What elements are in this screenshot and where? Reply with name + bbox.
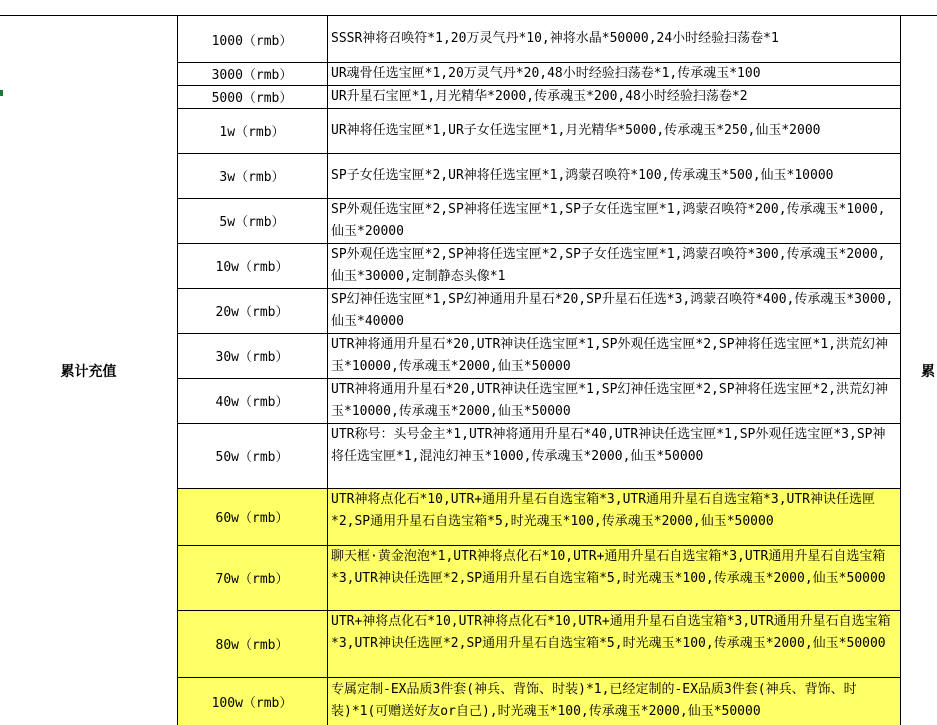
reward-cell[interactable] (328, 153, 900, 198)
reward-text: UR神将任选宝匣*1,UR子女任选宝匣*1,月光精华*5000,传承魂玉*250,仙玉*2000 (331, 122, 821, 138)
amount-cell[interactable]: 20w（rmb） (215, 305, 289, 320)
right-category-label: 累 (921, 363, 935, 380)
table-row (177, 378, 901, 423)
reward-cell[interactable] (328, 423, 900, 488)
table-row (177, 677, 901, 725)
amount-cell[interactable]: 70w（rmb） (215, 572, 289, 587)
reward-cell[interactable] (328, 677, 900, 725)
table-row (177, 610, 901, 677)
amount-cell[interactable]: 40w（rmb） (215, 395, 289, 410)
right-category-cell[interactable] (901, 16, 937, 725)
reward-text: SP外观任选宝匣*2,SP神将任选宝匣*1,SP子女任选宝匣*1,鸿蒙召唤符*200,传承魂玉*1000,仙玉*20000 (331, 201, 886, 239)
amount-cell[interactable]: 100w（rmb） (211, 695, 293, 711)
table-row (177, 108, 901, 153)
amount-cell[interactable]: 60w（rmb） (215, 511, 289, 526)
table-row (177, 488, 901, 545)
grid-line (900, 15, 901, 725)
grid-line (177, 333, 901, 334)
amount-cell[interactable]: 3000（rmb） (211, 68, 293, 83)
grid-line (177, 677, 901, 678)
table-row (177, 423, 901, 488)
amount-cell[interactable]: 3w（rmb） (219, 170, 285, 185)
table-row (177, 288, 901, 333)
reward-text: SP外观任选宝匣*2,SP神将任选宝匣*2,SP子女任选宝匣*1,鸿蒙召唤符*300,传承魂玉*2000,仙玉*30000,定制静态头像*1 (331, 246, 886, 284)
grid-line (327, 15, 328, 725)
reward-cell[interactable] (328, 198, 900, 243)
grid-line (177, 85, 901, 86)
reward-text: UR升星石宝匣*1,月光精华*2000,传承魂玉*200,48小时经验扫荡卷*2 (331, 88, 748, 104)
reward-text: UTR+神将点化石*10,UTR神将点化石*10,UTR+通用升星石自选宝箱*3,UTR通用升星石自选宝箱*3,UTR神诀任选匣*2,SP通用升星石自选宝箱*5,时光魂玉*100,传承魂玉*2000,仙玉*50000 (331, 614, 891, 651)
reward-text: SP幻神任选宝匣*1,SP幻神通用升星石*20,SP升星石任选*3,鸿蒙召唤符*400,传承魂玉*3000,仙玉*40000 (331, 291, 894, 329)
reward-text: SSSR神将召唤符*1,20万灵气丹*10,神将水晶*50000,24小时经验扫荡卷*1 (331, 31, 779, 46)
reward-text: 专属定制-EX品质3件套(神兵、背饰、时装)*1,已经定制的-EX品质3件套(神兵、背饰、时装)*1(可赠送好友or自己),时光魂玉*100,传承魂玉*2000,仙玉*50000 (331, 682, 857, 719)
reward-cell[interactable] (328, 333, 900, 378)
reward-text: UTR神将通用升星石*20,UTR神诀任选宝匣*1,SP外观任选宝匣*2,SP神将任选宝匣*1,洪荒幻神玉*10000,传承魂玉*2000,仙玉*50000 (331, 336, 889, 374)
table-row (177, 16, 901, 62)
amount-cell[interactable]: 5w（rmb） (219, 215, 285, 230)
grid-line (0, 15, 937, 16)
table-row (177, 243, 901, 288)
category-cell[interactable] (0, 16, 177, 725)
reward-cell[interactable] (328, 378, 900, 423)
reward-text: SP子女任选宝匣*2,UR神将任选宝匣*1,鸿蒙召唤符*100,传承魂玉*500,仙玉*10000 (331, 167, 834, 183)
reward-cell[interactable] (328, 85, 900, 108)
amount-cell[interactable]: 1000（rmb） (211, 33, 293, 49)
table-row (177, 198, 901, 243)
grid-line (177, 15, 178, 725)
grid-line (177, 153, 901, 154)
reward-cell[interactable] (328, 16, 900, 62)
reward-text: UR魂骨任选宝匣*1,20万灵气丹*20,48小时经验扫荡卷*1,传承魂玉*100 (331, 65, 761, 81)
reward-text: 聊天框·黄金泡泡*1,UTR神将点化石*10,UTR+通用升星石自选宝箱*3,UTR通用升星石自选宝箱*3,UTR神诀任选匣*2,SP通用升星石自选宝箱*5,时光魂玉*100,传承魂玉*2000,仙玉*50000 (331, 549, 886, 586)
table-row (177, 153, 901, 198)
amount-cell[interactable]: 50w（rmb） (215, 450, 289, 465)
table-row (177, 545, 901, 610)
amount-cell[interactable]: 10w（rmb） (215, 260, 289, 275)
reward-text: UTR神将通用升星石*20,UTR神诀任选宝匣*1,SP幻神任选宝匣*2,SP神将任选宝匣*2,洪荒幻神玉*10000,传承魂玉*2000,仙玉*50000 (331, 381, 889, 419)
grid-line (177, 288, 901, 289)
reward-cell[interactable] (328, 243, 900, 288)
reward-text: UTR神将点化石*10,UTR+通用升星石自选宝箱*3,UTR通用升星石自选宝箱*3,UTR神诀任选匣*2,SP通用升星石自选宝箱*5,时光魂玉*100,传承魂玉*2000,仙玉*50000 (331, 492, 876, 529)
amount-cell[interactable]: 5000（rmb） (211, 91, 293, 106)
amount-cell[interactable]: 30w（rmb） (215, 350, 289, 365)
reward-cell[interactable] (328, 610, 900, 677)
reward-cell[interactable] (328, 288, 900, 333)
table-row (177, 85, 901, 108)
amount-cell[interactable]: 1w（rmb） (219, 125, 285, 140)
grid-line (177, 198, 901, 199)
grid-line (177, 378, 901, 379)
amount-cell[interactable]: 80w（rmb） (215, 638, 289, 653)
reward-cell[interactable] (328, 62, 900, 85)
table-row (177, 62, 901, 85)
reward-cell[interactable] (328, 108, 900, 153)
grid-line (177, 108, 901, 109)
grid-line (177, 243, 901, 244)
grid-line (177, 545, 901, 546)
reward-cell[interactable] (328, 545, 900, 610)
reward-cell[interactable] (328, 488, 900, 545)
category-label: 累计充值 (60, 363, 117, 380)
grid-line (177, 423, 901, 424)
grid-line (177, 62, 901, 63)
table-row (177, 333, 901, 378)
grid-line (177, 488, 901, 489)
reward-text: UTR称号：头号金主*1,UTR神将通用升星石*40,UTR神诀任选宝匣*1,SP外观任选宝匣*3,SP神将任选宝匣*1,混沌幻神玉*1000,传承魂玉*2000,仙玉*50000 (331, 427, 886, 464)
grid-line (177, 610, 901, 611)
